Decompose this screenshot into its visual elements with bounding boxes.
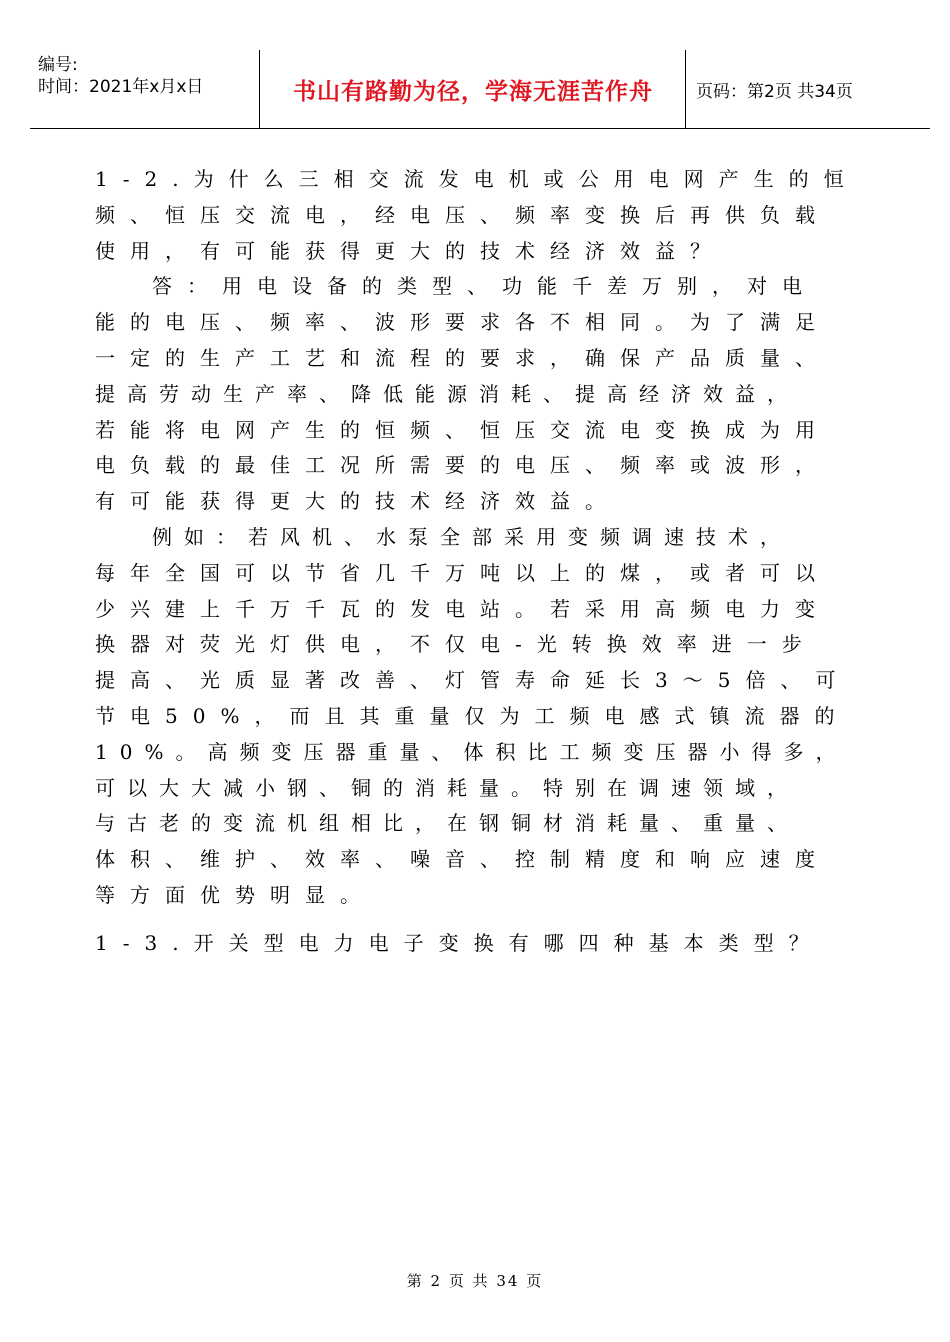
header-divider [685,50,686,128]
time-label: 时间：2021年x月x日 [38,77,204,97]
page-header [30,50,930,129]
example-line: 每年全国可以节省几千万吨以上的煤，或者可以 [95,560,830,585]
question-1-2-line: 使用，有可能获得更大的技术经济效益？ [95,238,725,263]
example-line: 换器对荧光灯供电，不仅电-光转换效率进一步 [95,632,817,657]
example-line: 提高、光质显著改善、灯管寿命延长3～5倍、可 [95,668,851,693]
question-1-2-line: 1-2.为什么三相交流发电机或公用电网产生的恒 [95,167,859,191]
example-line: 例如：若风机、水泵全部采用变频调速技术， [152,524,792,549]
answer-line: 一定的生产工艺和流程的要求，确保产品质量、 [95,345,830,370]
header-meta [38,54,258,98]
answer-line: 能的电压、频率、波形要求各不相同。为了满足 [95,310,830,335]
answer-line: 若能将电网产生的恒频、恒压交流电变换成为用 [95,417,830,442]
example-line: 与古老的变流机组相比，在钢铜材消耗量、重量、 [95,811,799,836]
header-motto: 书山有路勤为径，学海无涯苦作舟 [293,78,653,105]
header-page-code: 页码：第2页 共34页 [696,81,853,102]
example-line: 体积、维护、效率、噪音、控制精度和响应速度 [95,847,830,872]
example-line: 10%。高频变压器重量、体积比工频变压器小得多， [95,739,848,764]
answer-line: 电负载的最佳工况所需要的电压、频率或波形， [95,453,830,478]
example-line: 少兴建上千万千瓦的发电站。若采用高频电力变 [95,596,830,621]
answer-line: 答：用电设备的类型、功能千差万别，对电 [152,274,817,299]
document-body [95,162,885,962]
example-line: 可以大大减小钢、铜的消耗量。特别在调速领域， [95,775,799,800]
number-label: 编号: [38,55,78,75]
answer-line: 有可能获得更大的技术经济效益。 [95,489,620,514]
answer-line: 提高劳动生产率、降低能源消耗、提高经济效益， [95,381,799,406]
question-1-2-line: 频、恒压交流电，经电压、频率变换后再供负载 [95,202,830,227]
example-line: 节电50%，而且其重量仅为工频电感式镇流器的 [95,703,850,728]
question-1-3: 1-3.开关型电力电子变换有哪四种基本类型？ [95,930,824,955]
page-footer: 第 2 页 共 34 页 [406,1272,544,1290]
example-line: 等方面优势明显。 [95,882,375,907]
